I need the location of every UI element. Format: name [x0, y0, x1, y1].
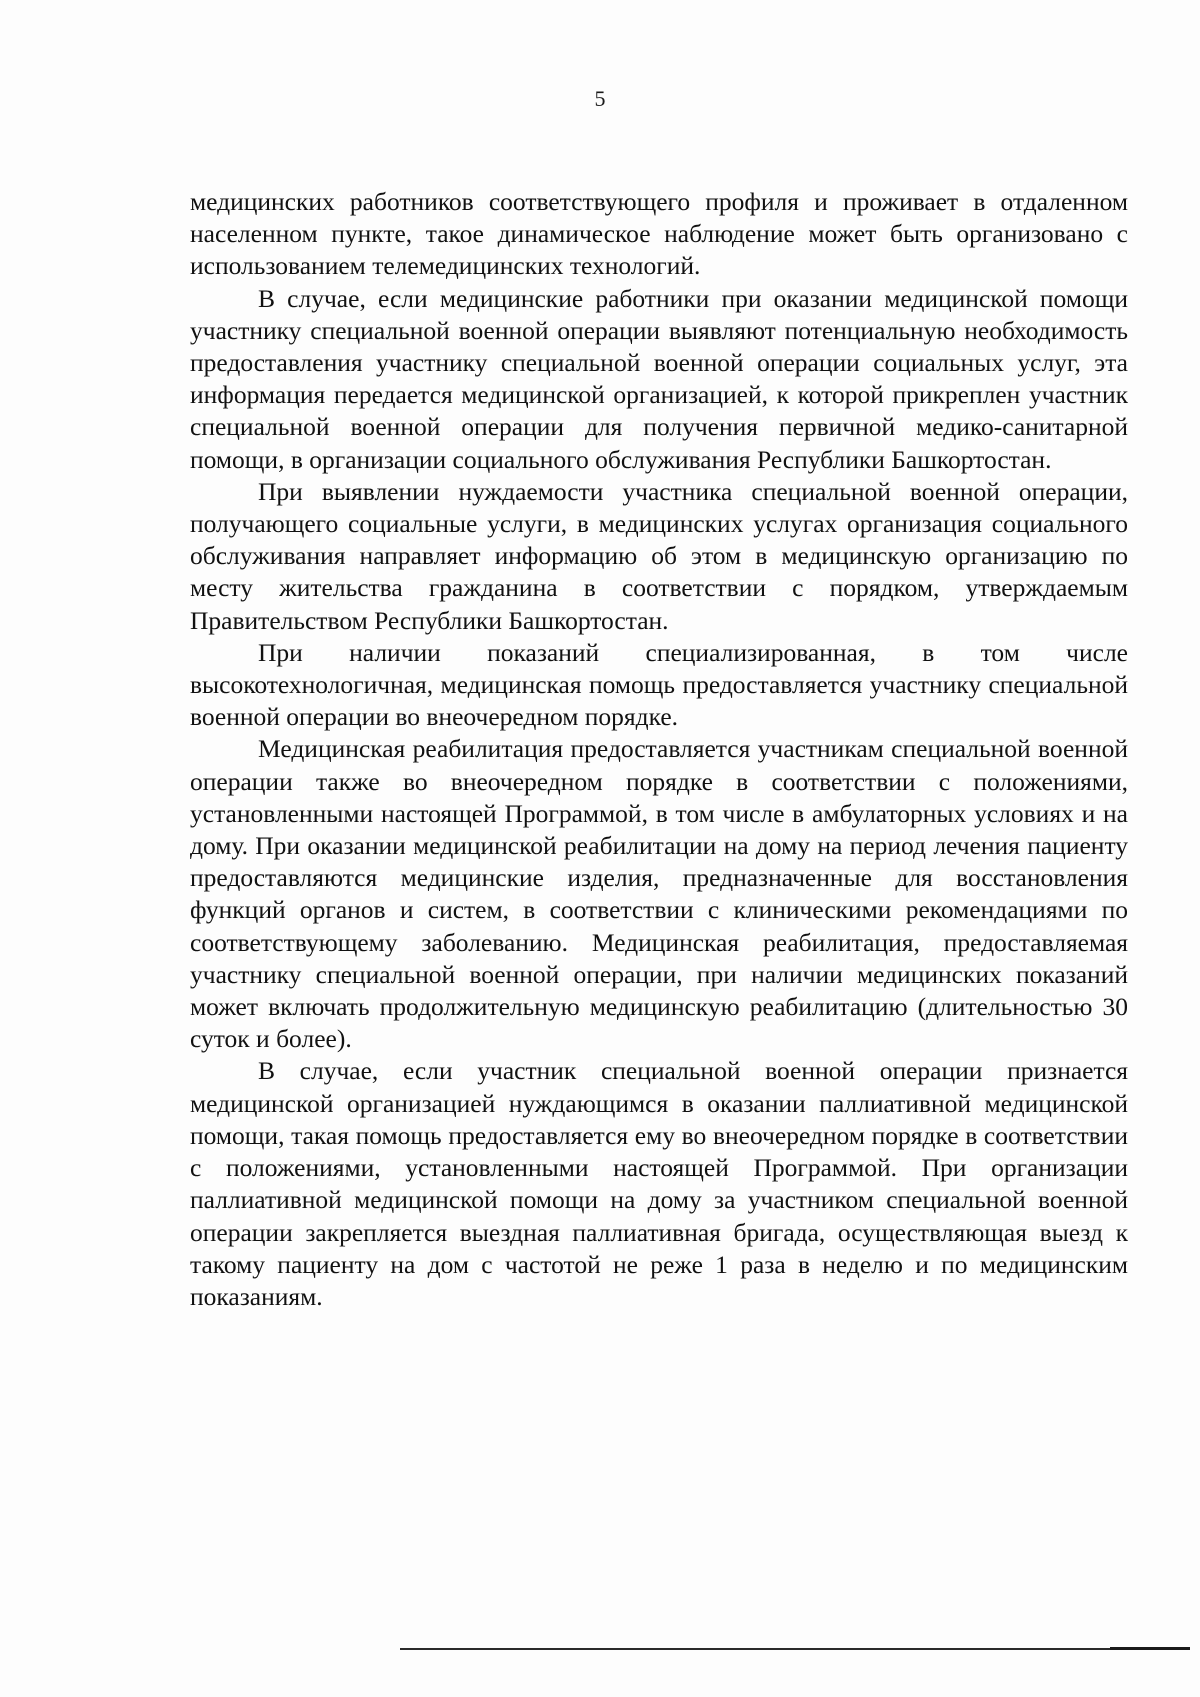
paragraph-specialized-care: При наличии показаний специализированная, в том числе высокотехнологичная, медицинская помощь предоставляется участнику специальной военной операции во внеочередном порядке. — [190, 637, 1128, 732]
footer-rule-accent — [1110, 1647, 1190, 1650]
footer-rule — [400, 1648, 1190, 1650]
paragraph-social-services-referral: В случае, если медицинские работники при оказании медицинской помощи участнику специальной военной операции выявляют потенциальную необходимость предоставления участнику специальной военной операции социальных услуг, эта информация передается медицинской организацией, к которой прикреплен участник специальной военной операции для получения первичной медико-санитарной помощи, в организации социального обслуживания Республики Башкортостан. — [190, 283, 1128, 474]
paragraph-medical-rehabilitation: Медицинская реабилитация предоставляется участникам специальной военной операции также во внеочередном порядке в соответствии с положениями, установленными настоящей Программой, в том числе в амбулаторных условиях и на дому. При оказании медицинской реабилитации на дому на период лечения пациенту предоставляются медицинские изделия, предназначенные для восстановления функций органов и систем, в соответствии с клиническими рекомендациями по соответствующему заболеванию. Медицинская реабилитация, предоставляемая участнику специальной военной операции, при наличии медицинских показаний может включать продолжительную медицинскую реабилитацию (длительностью 30 суток и более). — [190, 734, 1128, 1054]
paragraph-continuation: медицинских работников соответствующего профиля и проживает в отдаленном населенном пункте, такое динамическое наблюдение может быть организовано с использованием телемедицинских технологий. — [190, 187, 1128, 281]
document-body — [190, 186, 1128, 1313]
page-number: 5 — [594, 86, 606, 111]
paragraph-medical-services-need: При выявлении нуждаемости участника специальной военной операции, получающего социальные услуги, в медицинских услугах организация социального обслуживания направляет информацию об этом в медицинскую организацию по месту жительства гражданина в соответствии с порядком, утверждаемым Правительством Республики Башкортостан. — [190, 476, 1128, 635]
paragraph-palliative-care: В случае, если участник специальной военной операции признается медицинской организацией нуждающимся в оказании паллиативной медицинской помощи, такая помощь предоставляется ему во внеочередном порядке в соответствии с положениями, установленными настоящей Программой. При организации паллиативной медицинской помощи на дому за участником специальной военной операции закрепляется выездная паллиативная бригада, осуществляющая выезд к такому пациенту на дом с частотой не реже 1 раза в неделю и по медицинским показаниям. — [190, 1056, 1128, 1311]
